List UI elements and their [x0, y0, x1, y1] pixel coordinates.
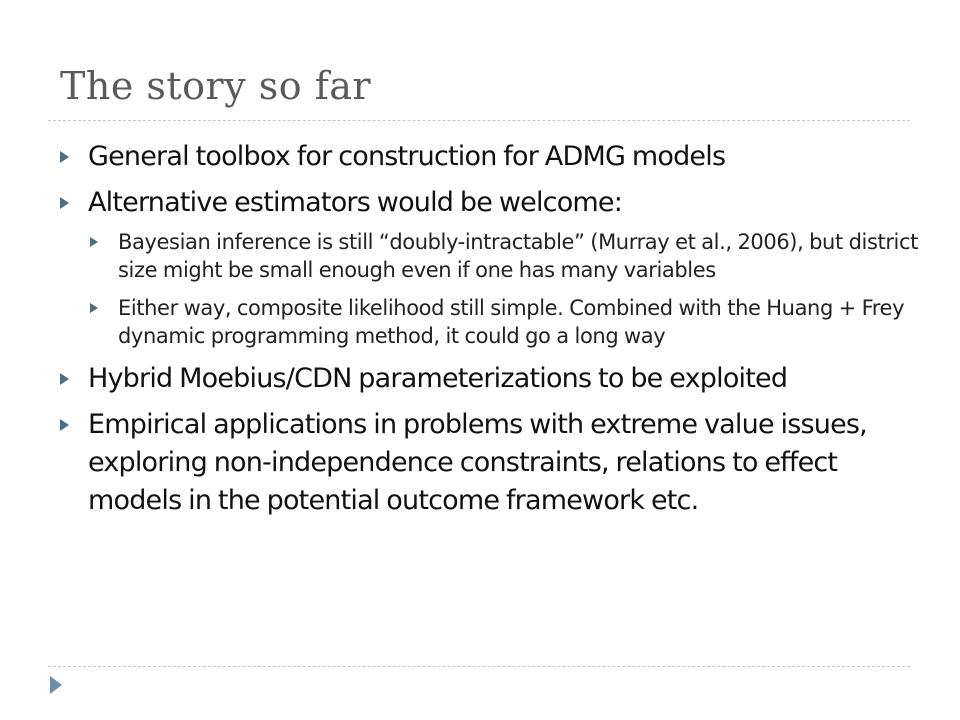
bullet-item: [58, 138, 918, 176]
triangle-bullet-icon: [60, 197, 69, 209]
triangle-bullet-icon: [90, 237, 98, 247]
slide-body: [58, 138, 918, 528]
triangle-bullet-icon: [60, 419, 69, 431]
bullet-item: [58, 184, 918, 350]
bullet-item: [58, 360, 918, 398]
bullet-text: Empirical applications in problems with extreme value issues, exploring non-independence constraints, relations to effect models in the potential outcome framework etc.: [88, 409, 867, 516]
triangle-bullet-icon: [90, 303, 98, 313]
sub-bullet-list: [88, 228, 918, 350]
triangle-bullet-icon: [60, 373, 69, 385]
title-divider: [48, 120, 910, 121]
bullet-text: General toolbox for construction for ADMG models: [88, 141, 726, 172]
footer-divider: [48, 666, 910, 667]
sub-bullet-text: Either way, composite likelihood still simple. Combined with the Huang + Frey dynamic programming method, it could go a long way: [118, 296, 905, 348]
sub-bullet-item: [88, 228, 918, 284]
triangle-bullet-icon: [60, 151, 69, 163]
bullet-text: Alternative estimators would be welcome:: [88, 187, 623, 218]
sub-bullet-text: Bayesian inference is still “doubly-intractable” (Murray et al., 2006), but district size might be small enough even if one has many variables: [118, 230, 918, 282]
bullet-item: [58, 406, 918, 520]
sub-bullet-item: [88, 294, 918, 350]
bullet-list: [58, 138, 918, 520]
slide-title: The story so far: [60, 64, 372, 108]
bullet-text: Hybrid Moebius/CDN parameterizations to be exploited: [88, 363, 788, 394]
corner-arrow-icon: [50, 676, 62, 694]
